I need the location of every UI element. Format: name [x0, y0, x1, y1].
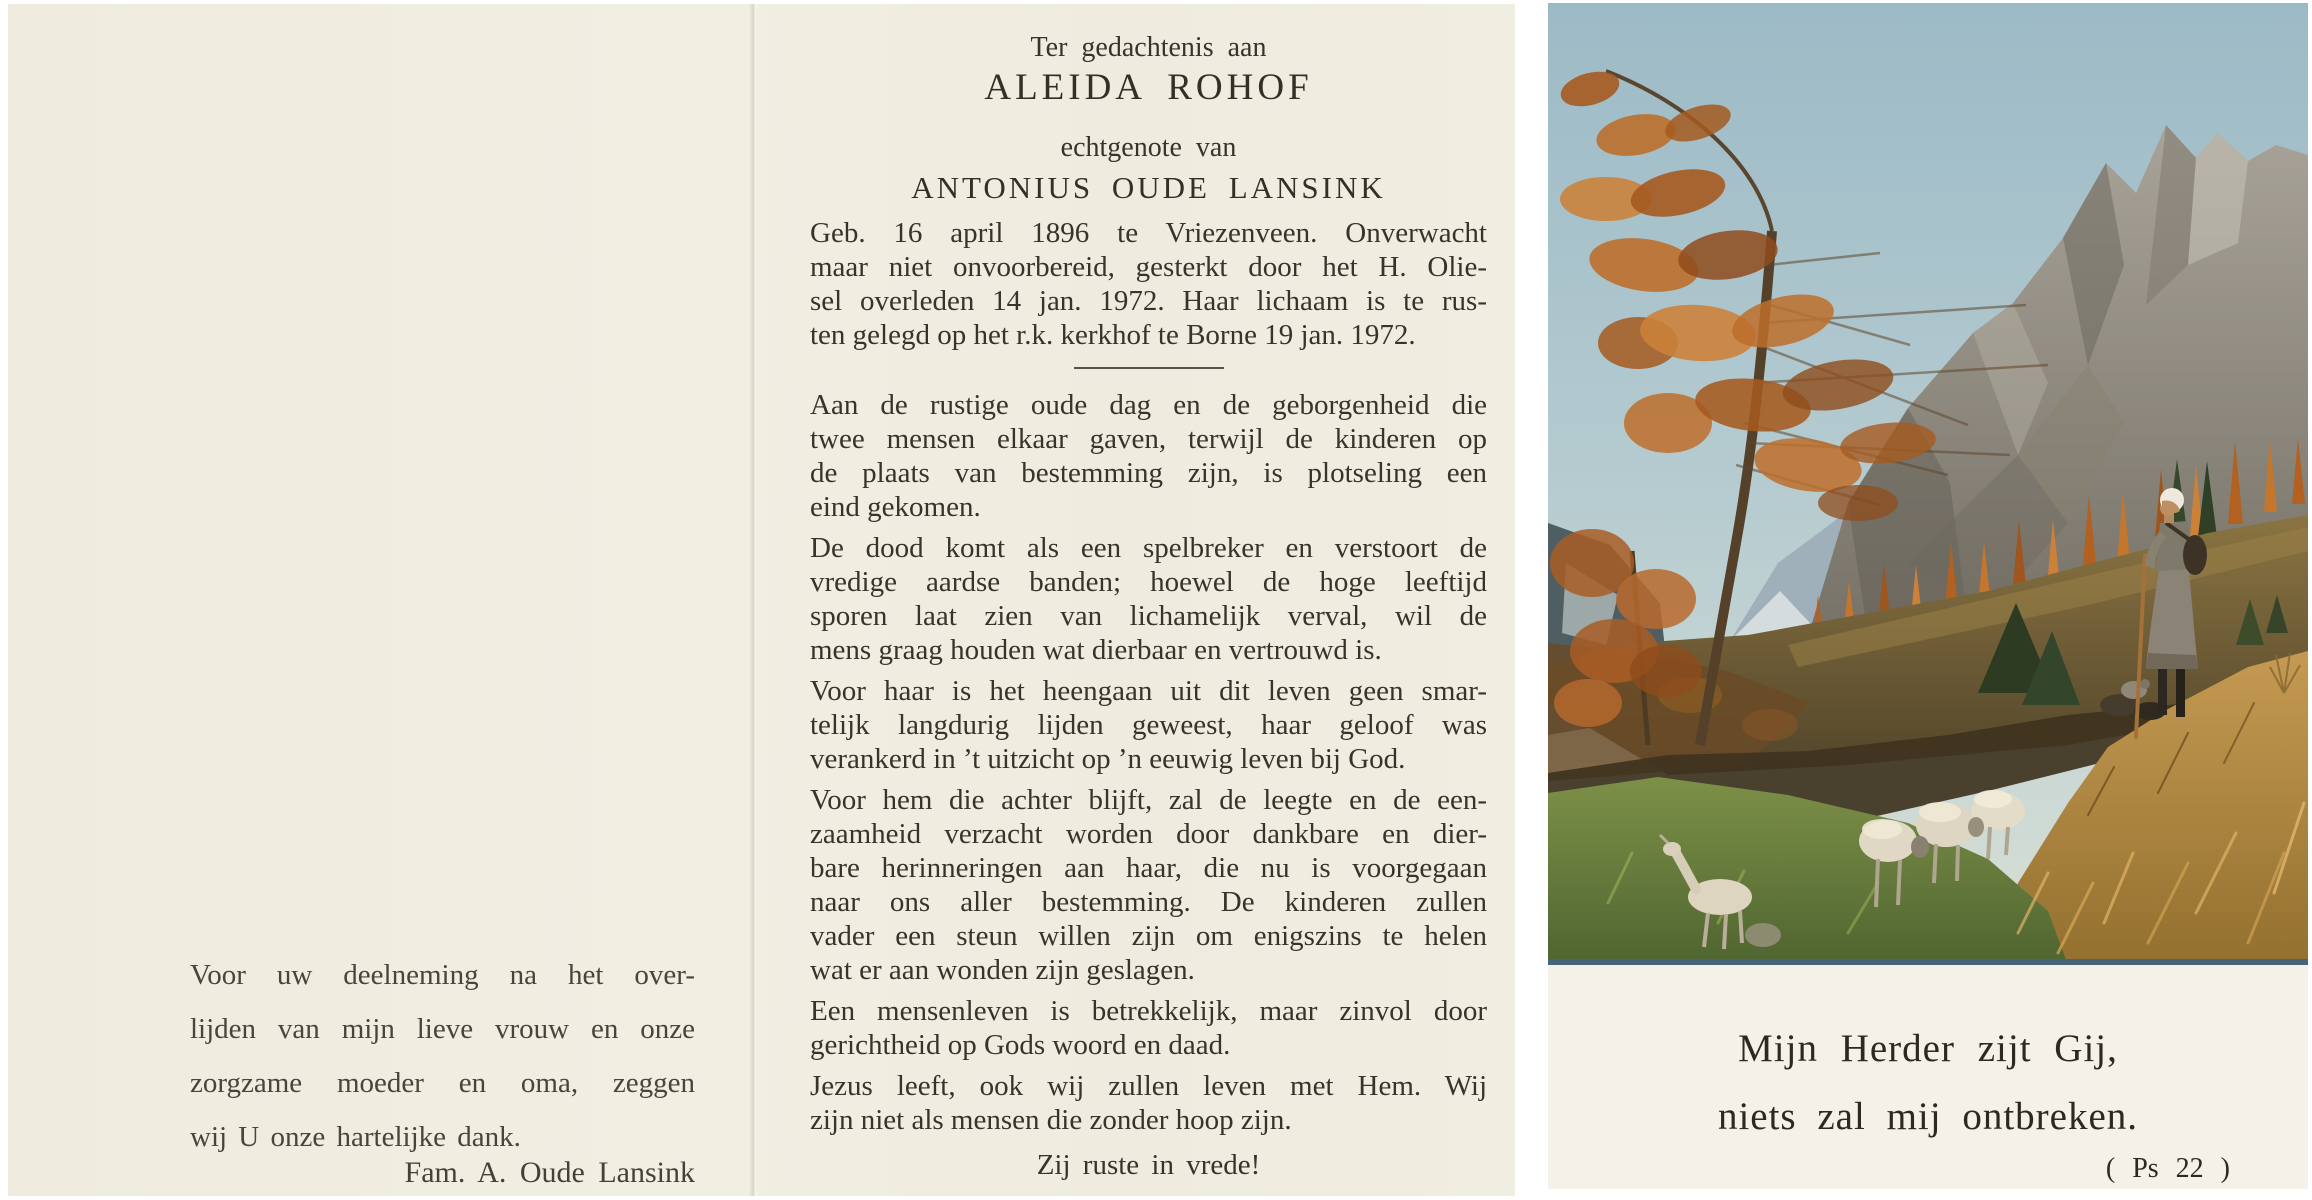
paragraph — [810, 531, 1487, 667]
shepherd-photo — [1548, 3, 2308, 965]
panel-holy-card — [1548, 3, 2308, 1189]
text-line: Geb. 16 april 1896 te Vriezenveen. Onverwacht — [810, 217, 1487, 249]
thanks-paragraph — [190, 948, 695, 1164]
text-line: sel overleden 14 jan. 1972. Haar lichaam is te rus- — [810, 285, 1487, 317]
section-divider — [810, 356, 1487, 374]
deceased-name: ALEIDA ROHOF — [984, 67, 1313, 108]
text-line: wat er aan wonden zijn geslagen. — [810, 954, 1195, 986]
text-line: De dood komt als een spelbreker en verstoort de — [810, 532, 1487, 564]
text-line: wij U onze hartelijke dank. — [190, 1121, 521, 1153]
text-line: eind gekomen. — [810, 491, 981, 523]
text-line: zorgzame moeder en oma, zeggen — [190, 1067, 695, 1099]
panel-memorial-text — [755, 4, 1515, 1196]
psalm-reference: ( Ps 22 ) — [2105, 1153, 2230, 1184]
text-line: zaamheid verzacht worden door dankbare en dier- — [810, 818, 1487, 850]
family-signature: Fam. A. Oude Lansink — [404, 1156, 695, 1189]
text-line: Voor hem die achter blijft, zal de leegte en de een- — [810, 784, 1487, 816]
text-line: zijn niet als mensen die zonder hoop zijn. — [810, 1104, 1292, 1136]
paragraph — [810, 674, 1487, 776]
text-line: Voor haar is het heengaan uit dit leven geen smar- — [810, 675, 1487, 707]
text-line: gerichtheid op Gods woord en daad. — [810, 1029, 1231, 1061]
text-line: vredige aardse banden; hoewel de hoge leeftijd — [810, 566, 1487, 598]
text-line: bare herinneringen aan haar, die nu is voorgegaan — [810, 852, 1487, 884]
header-relation: echtgenote van — [1060, 132, 1237, 163]
header-intro: Ter gedachtenis aan — [1030, 32, 1267, 63]
text-line: twee mensen elkaar gaven, terwijl de kinderen op — [810, 423, 1487, 455]
text-line: Jezus leeft, ook wij zullen leven met Hem. Wij — [810, 1070, 1487, 1102]
text-line: de plaats van bestemming zijn, is plotseling een — [810, 457, 1487, 489]
paragraph — [810, 994, 1487, 1062]
text-line: mens graag houden wat dierbaar en vertrouwd is. — [810, 634, 1382, 666]
text-line: Aan de rustige oude dag en de geborgenheid die — [810, 389, 1487, 421]
text-line: ten gelegd op het r.k. kerkhof te Borne 19 jan. 1972. — [810, 319, 1416, 351]
paragraph — [810, 1069, 1487, 1137]
text-line: lijden van mijn lieve vrouw en onze — [190, 1013, 695, 1045]
text-line: Een mensenleven is betrekkelijk, maar zinvol door — [810, 995, 1487, 1027]
memorial-card-sheet — [8, 4, 1515, 1196]
text-line: telijk langdurig lijden geweest, haar geloof was — [810, 709, 1487, 741]
text-line: maar niet onvoorbereid, gesterkt door het H. Olie- — [810, 251, 1487, 283]
photo-bottom-edge — [1548, 959, 2308, 965]
psalm-caption-line2: niets zal mij ontbreken. — [1717, 1095, 2139, 1138]
text-line: naar ons aller bestemming. De kinderen zullen — [810, 886, 1487, 918]
psalm-caption-line1: Mijn Herder zijt Gij, — [1738, 1027, 2118, 1070]
paragraph — [810, 388, 1487, 524]
memorial-body — [810, 388, 1487, 1182]
paragraph — [810, 783, 1487, 987]
spouse-name: ANTONIUS OUDE LANSINK — [911, 170, 1386, 205]
text-line: Voor uw deelneming na het over- — [190, 959, 695, 991]
closing-line: Zij ruste in vrede! — [1036, 1149, 1261, 1181]
dates-paragraph — [810, 216, 1487, 352]
text-line: vader een steun willen zijn om enigszins te helen — [810, 920, 1487, 952]
text-line: sporen laat zien van lichamelijk verval, wil de — [810, 600, 1487, 632]
text-line: verankerd in ’t uitzicht op ’n eeuwig leven bij God. — [810, 743, 1406, 775]
